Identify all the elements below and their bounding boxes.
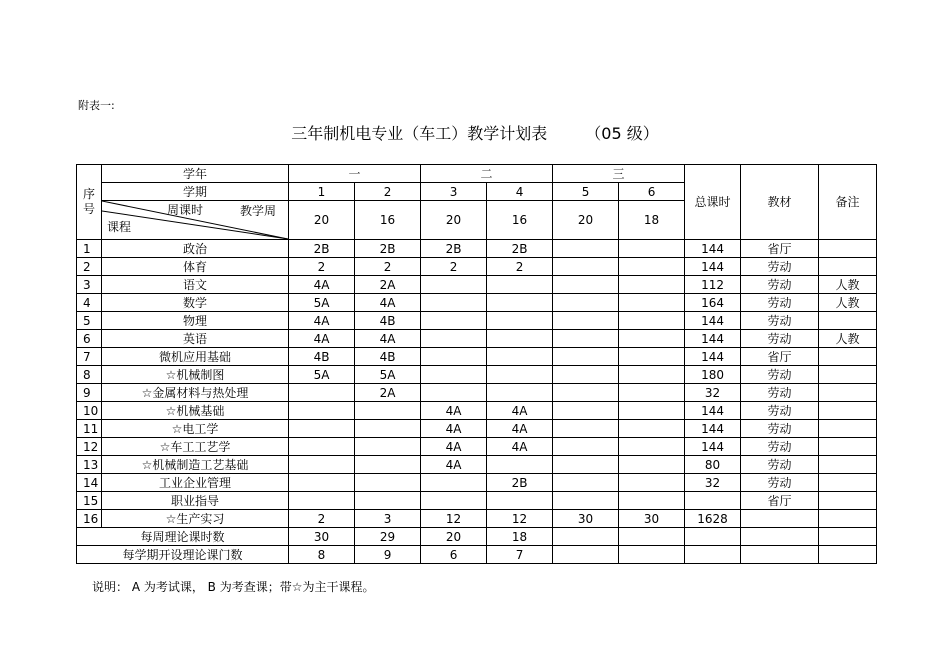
table-row [77,492,877,510]
remarks-header: 备注 [819,165,877,240]
semester-3: 3 [421,183,487,201]
weekly-hours-label: 周课时 [167,203,204,217]
remark [819,402,877,420]
semester-hours: 2A [355,384,421,402]
semester-hours: 4B [355,312,421,330]
weeks-6: 18 [619,201,685,240]
total-hours: 180 [685,366,741,384]
summary-value: 6 [421,546,487,564]
year-label: 学年 [102,165,289,183]
year-2: 二 [421,165,553,183]
semester-hours: 30 [553,510,619,528]
semester-hours [355,420,421,438]
course-name: ☆生产实习 [102,510,289,528]
table-row [77,438,877,456]
semester-hours [487,456,553,474]
weeks-3: 20 [421,201,487,240]
semester-hours: 4A [421,456,487,474]
summary-value: 7 [487,546,553,564]
textbook: 劳动 [741,276,819,294]
footnote: 说明： A 为考试课， B 为考查课；带☆为主干课程。 [92,580,375,594]
semester-hours [553,330,619,348]
table-row [77,330,877,348]
semester-hours [487,312,553,330]
title-main: 三年制机电专业（车工）教学计划表 [291,124,548,143]
total-hours: 144 [685,258,741,276]
diagonal-header-cell [102,201,289,240]
semester-hours [553,474,619,492]
year-3: 三 [553,165,685,183]
row-number: 4 [77,294,102,312]
total-hours: 144 [685,420,741,438]
semester-hours: 4A [421,402,487,420]
semester-hours: 4B [289,348,355,366]
semester-hours: 2 [421,258,487,276]
remark [819,474,877,492]
semester-hours: 4A [421,438,487,456]
course-name: ☆机械基础 [102,402,289,420]
textbook: 省厅 [741,492,819,510]
semester-2: 2 [355,183,421,201]
semester-label: 学期 [102,183,289,201]
seq-header-bottom: 号 [82,202,95,216]
semester-hours [619,276,685,294]
table-row [77,366,877,384]
course-label: 课程 [107,220,132,234]
row-number: 15 [77,492,102,510]
course-name: ☆电工学 [102,420,289,438]
semester-hours [619,384,685,402]
remark [819,420,877,438]
course-name: 职业指导 [102,492,289,510]
summary-empty [741,528,819,546]
semester-hours [487,366,553,384]
semester-hours [289,456,355,474]
total-hours: 32 [685,474,741,492]
total-hours: 144 [685,312,741,330]
course-name: ☆金属材料与热处理 [102,384,289,402]
course-name: 物理 [102,312,289,330]
semester-hours: 4A [289,276,355,294]
summary-empty [685,546,741,564]
weeks-4: 16 [487,201,553,240]
table-row [77,456,877,474]
remark [819,438,877,456]
course-name: ☆机械制图 [102,366,289,384]
semester-hours: 3 [355,510,421,528]
textbook: 劳动 [741,330,819,348]
course-name: 政治 [102,240,289,258]
total-hours: 144 [685,402,741,420]
semester-hours [619,240,685,258]
textbook-header: 教材 [741,165,819,240]
semester-hours [487,294,553,312]
textbook: 省厅 [741,240,819,258]
semester-hours [619,474,685,492]
table-row [77,276,877,294]
semester-hours: 4A [355,330,421,348]
semester-hours: 4A [487,438,553,456]
semester-hours: 2B [355,240,421,258]
summary-value: 18 [487,528,553,546]
summary-value: 8 [289,546,355,564]
remark: 人教 [819,330,877,348]
textbook: 劳动 [741,438,819,456]
semester-hours [619,456,685,474]
row-number: 6 [77,330,102,348]
table-row [77,384,877,402]
semester-hours [487,276,553,294]
summary-value [619,528,685,546]
total-hours: 1628 [685,510,741,528]
textbook [741,510,819,528]
semester-hours: 5A [289,294,355,312]
textbook: 劳动 [741,420,819,438]
course-name: 工业企业管理 [102,474,289,492]
semester-hours [421,330,487,348]
semester-hours [553,402,619,420]
semester-hours [619,366,685,384]
semester-hours [355,402,421,420]
summary-value: 9 [355,546,421,564]
summary-value: 20 [421,528,487,546]
semester-hours: 5A [355,366,421,384]
semester-hours [289,474,355,492]
row-number: 11 [77,420,102,438]
semester-hours: 2 [355,258,421,276]
semester-hours: 12 [487,510,553,528]
semester-hours: 4A [487,420,553,438]
row-number: 16 [77,510,102,528]
semester-hours [355,474,421,492]
semester-hours [487,384,553,402]
semester-hours [421,348,487,366]
weeks-2: 16 [355,201,421,240]
table-row [77,258,877,276]
total-hours: 144 [685,348,741,366]
semester-hours: 2 [289,510,355,528]
semester-hours [289,420,355,438]
semester-5: 5 [553,183,619,201]
semester-hours [421,312,487,330]
remark [819,348,877,366]
semester-hours: 4A [421,420,487,438]
course-name: 语文 [102,276,289,294]
row-number: 2 [77,258,102,276]
semester-hours: 4A [289,330,355,348]
semester-hours [421,294,487,312]
textbook: 劳动 [741,384,819,402]
course-name: 数学 [102,294,289,312]
semester-hours [289,438,355,456]
semester-hours [355,438,421,456]
total-hours: 144 [685,330,741,348]
semester-hours [553,312,619,330]
total-hours: 144 [685,240,741,258]
semester-hours [619,312,685,330]
semester-hours: 12 [421,510,487,528]
header-row-year [77,165,877,183]
semester-hours: 2B [289,240,355,258]
semester-6: 6 [619,183,685,201]
summary-value [619,546,685,564]
summary-value: 30 [289,528,355,546]
textbook: 劳动 [741,312,819,330]
semester-hours [553,240,619,258]
semester-hours: 2 [289,258,355,276]
semester-hours [619,420,685,438]
course-name: ☆车工工艺学 [102,438,289,456]
table-row [77,420,877,438]
textbook: 劳动 [741,258,819,276]
total-hours: 164 [685,294,741,312]
textbook: 劳动 [741,456,819,474]
remark [819,240,877,258]
semester-hours: 4A [289,312,355,330]
summary-label: 每周理论课时数 [77,528,289,546]
semester-4: 4 [487,183,553,201]
remark [819,492,877,510]
total-hours: 32 [685,384,741,402]
weeks-1: 20 [289,201,355,240]
summary-empty [741,546,819,564]
semester-hours [421,474,487,492]
remark [819,384,877,402]
remark: 人教 [819,294,877,312]
semester-hours [619,348,685,366]
semester-hours [421,384,487,402]
total-hours: 144 [685,438,741,456]
semester-hours [553,348,619,366]
course-name: ☆机械制造工艺基础 [102,456,289,474]
teaching-plan-table [76,164,877,564]
semester-hours [421,492,487,510]
remark [819,510,877,528]
remark [819,366,877,384]
semester-hours [553,258,619,276]
semester-hours [619,294,685,312]
weeks-5: 20 [553,201,619,240]
table-row [77,402,877,420]
semester-hours [421,276,487,294]
summary-row [77,528,877,546]
semester-hours: 2B [487,474,553,492]
semester-hours [289,384,355,402]
row-number: 5 [77,312,102,330]
total-hours: 112 [685,276,741,294]
semester-hours [355,492,421,510]
course-name: 体育 [102,258,289,276]
row-number: 12 [77,438,102,456]
table-row [77,474,877,492]
semester-hours: 2A [355,276,421,294]
semester-hours: 4A [487,402,553,420]
semester-hours [553,276,619,294]
total-hours [685,492,741,510]
remark [819,258,877,276]
row-number: 9 [77,384,102,402]
semester-hours [487,330,553,348]
semester-hours [619,258,685,276]
year-1: 一 [289,165,421,183]
semester-hours [553,420,619,438]
course-name: 微机应用基础 [102,348,289,366]
summary-value [553,546,619,564]
summary-empty [685,528,741,546]
semester-hours: 4B [355,348,421,366]
summary-empty [819,528,877,546]
semester-hours: 30 [619,510,685,528]
semester-hours [619,330,685,348]
row-number: 8 [77,366,102,384]
summary-value: 29 [355,528,421,546]
remark: 人教 [819,276,877,294]
total-hours-header: 总课时 [685,165,741,240]
semester-hours [619,492,685,510]
semester-hours [553,366,619,384]
semester-hours [421,366,487,384]
textbook: 劳动 [741,474,819,492]
semester-hours [553,492,619,510]
seq-header-top: 序 [82,187,95,201]
remark [819,312,877,330]
textbook: 劳动 [741,402,819,420]
appendix-label: 附表一: [78,99,115,112]
semester-hours: 4A [355,294,421,312]
semester-hours [355,456,421,474]
course-name: 英语 [102,330,289,348]
seq-header [77,165,102,240]
semester-hours [553,456,619,474]
semester-hours [553,294,619,312]
summary-value [553,528,619,546]
table-row [77,240,877,258]
row-number: 7 [77,348,102,366]
document-title [0,121,950,144]
semester-hours [553,438,619,456]
semester-hours: 5A [289,366,355,384]
table-row [77,348,877,366]
row-number: 14 [77,474,102,492]
semester-hours [487,348,553,366]
row-number: 1 [77,240,102,258]
title-suffix: （05 级） [585,124,659,143]
remark [819,456,877,474]
table-row [77,294,877,312]
semester-hours [553,384,619,402]
summary-label: 每学期开设理论课门数 [77,546,289,564]
row-number: 3 [77,276,102,294]
summary-empty [819,546,877,564]
semester-hours [289,402,355,420]
semester-hours [619,438,685,456]
teaching-weeks-label: 教学周 [239,204,276,218]
semester-hours [619,402,685,420]
textbook: 劳动 [741,294,819,312]
summary-row [77,546,877,564]
textbook: 劳动 [741,366,819,384]
total-hours: 80 [685,456,741,474]
semester-hours: 2B [421,240,487,258]
semester-hours [289,492,355,510]
table-row [77,312,877,330]
textbook: 省厅 [741,348,819,366]
semester-hours [487,492,553,510]
semester-hours: 2 [487,258,553,276]
table-row [77,510,877,528]
row-number: 10 [77,402,102,420]
semester-hours: 2B [487,240,553,258]
semester-1: 1 [289,183,355,201]
row-number: 13 [77,456,102,474]
